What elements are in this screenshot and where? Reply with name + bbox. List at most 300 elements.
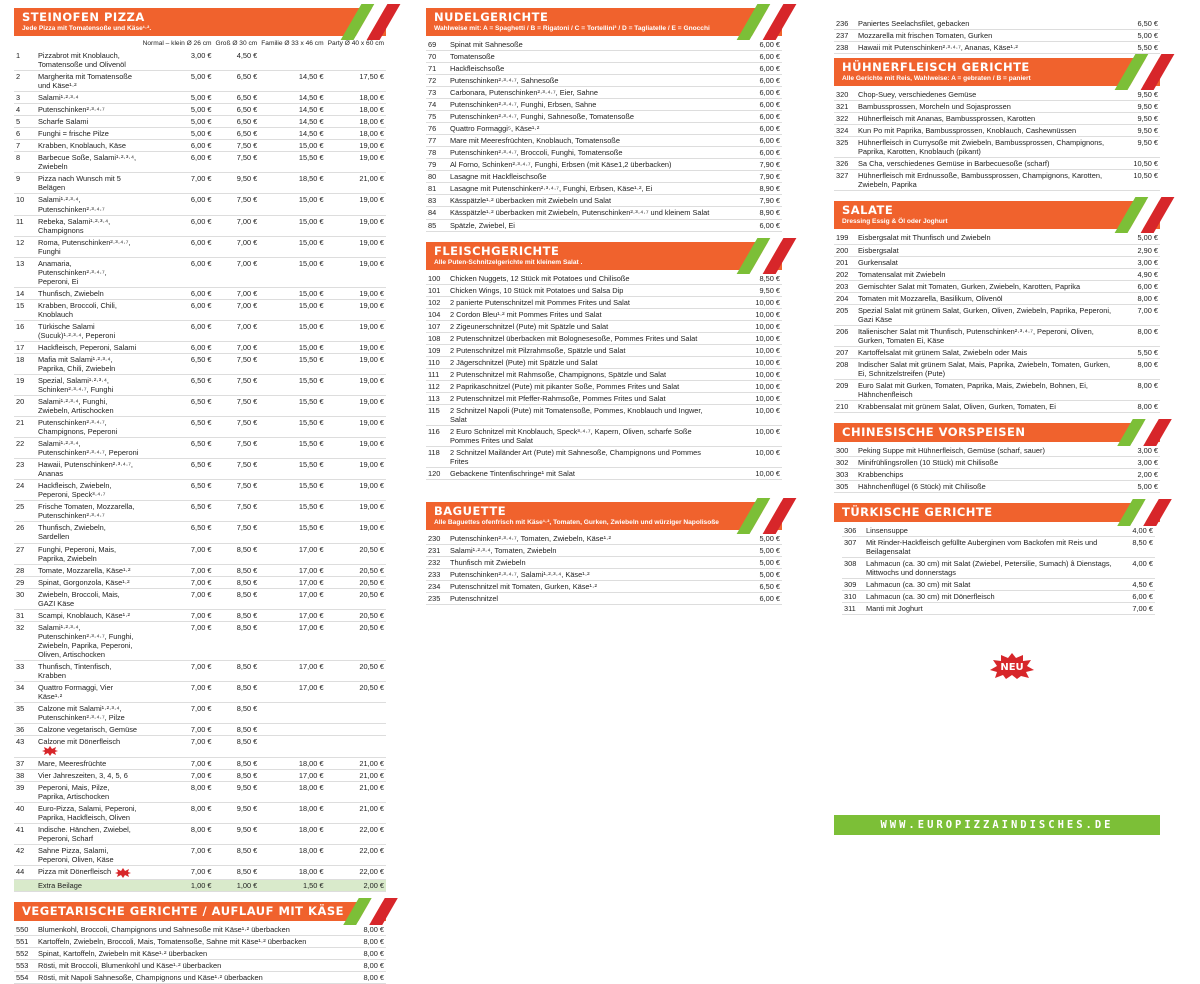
table-row: [426, 147, 782, 159]
item-price: 7,00 €: [213, 287, 259, 299]
item-name: Thunfisch mit Zwiebeln: [448, 557, 712, 569]
table-row: [14, 660, 386, 681]
item-price: 18,00 €: [259, 758, 325, 770]
table-row: [426, 159, 782, 171]
section-subtitle: Jede Pizza mit Tomatensoße und Käse¹·².: [22, 25, 152, 33]
size-label: Familie Ø 33 x 46 cm: [261, 40, 324, 48]
item-number: 310: [842, 591, 864, 603]
item-price: 10,50 €: [1120, 170, 1160, 191]
item-price: 8,50 €: [1115, 537, 1155, 558]
item-price: 18,00 €: [259, 824, 325, 845]
item-number: 236: [834, 18, 856, 30]
item-price: 20,50 €: [326, 576, 386, 588]
item-number: 80: [426, 171, 448, 183]
item-number: 42: [14, 845, 36, 866]
item-price: 6,00 €: [712, 123, 782, 135]
item-price: 8,50 €: [213, 660, 259, 681]
item-price: 7,00 €: [141, 660, 214, 681]
table-row: [14, 845, 386, 866]
item-number: 32: [14, 621, 36, 660]
item-price: [326, 724, 386, 736]
item-price: 7,50 €: [213, 375, 259, 396]
item-number: 322: [834, 113, 856, 125]
section-title: FLEISCHGERICHTE: [434, 243, 560, 258]
item-price: 5,00 €: [141, 92, 214, 104]
item-price: 7,00 €: [1115, 603, 1155, 615]
item-price: 9,50 €: [712, 284, 782, 296]
item-number: 76: [426, 123, 448, 135]
item-name: Tomatensalat mit Zwiebeln: [856, 268, 1120, 280]
item-price: 17,00 €: [259, 660, 325, 681]
item-price: 7,00 €: [141, 702, 214, 723]
item-price: 6,00 €: [712, 87, 782, 99]
item-price: 6,00 €: [712, 593, 782, 605]
item-name: Mit Rinder-Hackfleisch gefüllte Auberginen vom Backofen mit Reis und Beilagensalat: [864, 537, 1115, 558]
item-name: Frische Tomaten, Mozzarella, Putenschinken²·³·⁴·⁷: [36, 501, 141, 522]
item-name: Rösti, mit Napoli Sahnesoße, Champignons und Käse¹·² überbacken: [36, 971, 316, 983]
table-row: [14, 459, 386, 480]
table-row: [426, 99, 782, 111]
item-price: 18,00 €: [259, 866, 325, 879]
item-number: 19: [14, 375, 36, 396]
table-row: [834, 304, 1160, 325]
item-number: 8: [14, 152, 36, 173]
item-price: 10,00 €: [712, 468, 782, 480]
item-price: 15,50 €: [259, 438, 325, 459]
item-name: Chop-Suey, verschiedenes Gemüse: [856, 89, 1120, 101]
item-name: Salami¹·²·³·⁴: [36, 92, 141, 104]
item-name: Spezial, Salami¹·²·³·⁴, Schinken²·³·⁴·⁷, Funghi: [36, 375, 141, 396]
section-title: SALATE: [842, 203, 894, 218]
item-price: 15,50 €: [259, 375, 325, 396]
item-price: 8,00 €: [316, 935, 386, 947]
table-row: [14, 824, 386, 845]
item-number: 2: [14, 71, 36, 92]
item-price: 6,00 €: [1120, 280, 1160, 292]
table-row: [14, 50, 386, 71]
item-name: Sa Cha, verschiedenes Gemüse in Barbecuesoße (scharf): [856, 158, 1120, 170]
item-price: 6,00 €: [141, 236, 214, 257]
item-price: 4,50 €: [1115, 579, 1155, 591]
item-name: Putenschinken²·³·⁴·⁷: [36, 104, 141, 116]
item-number: 302: [834, 457, 856, 469]
item-name: Pizza nach Wunsch mit 5 Belägen: [36, 173, 141, 194]
item-price: 10,00 €: [712, 344, 782, 356]
item-name: Hawaii mit Putenschinken²·³·⁴·⁷, Ananas, Käse¹·²: [856, 42, 1120, 54]
item-price: 6,00 €: [141, 194, 214, 215]
item-price: 9,50 €: [213, 803, 259, 824]
item-number: 75: [426, 111, 448, 123]
table-row: [14, 924, 386, 936]
item-price: 10,50 €: [1120, 158, 1160, 170]
table-row: [14, 935, 386, 947]
item-name: Rösti, mit Broccoli, Blumenkohl und Käse¹·² überbacken: [36, 959, 316, 971]
item-name: 2 Schnitzel Mailänder Art (Pute) mit Sahnesoße, Champignons und Pommes Frites: [448, 447, 712, 468]
item-price: 8,00 €: [1120, 400, 1160, 412]
item-price: 6,00 €: [141, 341, 214, 353]
item-price: 5,00 €: [1120, 481, 1160, 493]
table-row: [426, 581, 782, 593]
item-number: 112: [426, 380, 448, 392]
item-price: 19,00 €: [326, 396, 386, 417]
table-row: [426, 87, 782, 99]
table-row: [14, 770, 386, 782]
section-subtitle: Wahlweise mit: A = Spaghetti / B = Rigatoni / C = Tortellini³ / D = Tagliatelle / E = Gnocchi: [434, 25, 710, 33]
column-left: [14, 8, 386, 984]
item-price: 4,00 €: [1115, 558, 1155, 579]
item-price: 7,90 €: [712, 171, 782, 183]
item-price: 6,50 €: [213, 92, 259, 104]
item-price: 18,00 €: [259, 803, 325, 824]
item-name: Chicken Nuggets, 12 Stück mit Potatoes und Chilisoße: [448, 273, 712, 285]
item-number: 39: [14, 782, 36, 803]
item-name: 2 Jägerschnitzel (Pute) mit Spätzle und Salat: [448, 356, 712, 368]
item-price: 3,00 €: [141, 50, 214, 71]
item-price: 19,00 €: [326, 375, 386, 396]
item-price: 10,00 €: [712, 308, 782, 320]
item-name: Krabben, Broccoli, Chili, Knoblauch: [36, 299, 141, 320]
item-number: 115: [426, 404, 448, 425]
item-name: Putenschnitzel mit Tomaten, Gurken, Käse¹·²: [448, 581, 712, 593]
item-name: Hühnerfleisch mit Ananas, Bambussprossen, Karotten: [856, 113, 1120, 125]
column-middle: [426, 8, 782, 605]
flag-stripes-icon: [734, 8, 786, 36]
item-number: 199: [834, 232, 856, 244]
table-row: [426, 569, 782, 581]
item-name: Pizzabrot mit Knoblauch, Tomatensoße und Olivenöl: [36, 50, 141, 71]
item-price: 6,00 €: [141, 152, 214, 173]
table-row: [14, 564, 386, 576]
section-title: STEINOFEN PIZZA: [22, 10, 145, 24]
item-number: 78: [426, 147, 448, 159]
item-price: 9,50 €: [213, 173, 259, 194]
table-row: [14, 724, 386, 736]
item-price: 6,00 €: [141, 140, 214, 152]
section-header-chinesisch: [834, 423, 1160, 442]
item-price: 8,50 €: [213, 724, 259, 736]
item-name: Sahne Pizza, Salami, Peperoni, Oliven, Käse: [36, 845, 141, 866]
item-price: 2,00 €: [326, 879, 386, 891]
fleisch-table: [426, 273, 782, 481]
item-price: 20,50 €: [326, 660, 386, 681]
item-name: Spinat, Gorgonzola, Käse¹·²: [36, 576, 141, 588]
table-row: [14, 417, 386, 438]
table-row: [842, 603, 1155, 615]
table-row: [834, 469, 1160, 481]
item-price: 5,00 €: [1120, 232, 1160, 244]
flag-stripes-icon: [734, 502, 786, 530]
flag-stripes-icon: [1112, 201, 1164, 229]
item-price: 3,00 €: [1120, 457, 1160, 469]
item-price: 4,90 €: [1120, 268, 1160, 280]
item-price: [259, 50, 325, 71]
table-row: [834, 325, 1160, 346]
item-price: 18,50 €: [259, 173, 325, 194]
item-price: 7,00 €: [213, 236, 259, 257]
item-price: 22,00 €: [326, 824, 386, 845]
item-price: 8,50 €: [213, 543, 259, 564]
item-number: 110: [426, 356, 448, 368]
item-name: Eisbergsalat: [856, 244, 1120, 256]
table-row: [426, 273, 782, 285]
item-price: 2,90 €: [1120, 244, 1160, 256]
item-price: 10,00 €: [712, 320, 782, 332]
item-name: Hühnerfleisch mit Erdnussoße, Bambussprossen, Champignons, Karotten, Zwiebeln, Paprika: [856, 170, 1120, 191]
item-name: Calzone mit Salami¹·²·³·⁴, Putenschinken²·³·⁴·⁷, Pilze: [36, 702, 141, 723]
item-price: 19,00 €: [326, 320, 386, 341]
item-price: 15,00 €: [259, 299, 325, 320]
table-row: [426, 63, 782, 75]
item-number: 320: [834, 89, 856, 101]
item-price: 8,00 €: [141, 803, 214, 824]
item-price: 15,50 €: [259, 417, 325, 438]
section-subtitle: Alle Puten-Schnitzelgerichte mit kleinem Salat .: [434, 258, 583, 266]
item-number: 26: [14, 522, 36, 543]
table-row: [842, 525, 1155, 537]
item-price: 7,00 €: [141, 609, 214, 621]
item-name: Scampi, Knoblauch, Käse¹·²: [36, 609, 141, 621]
item-number: 37: [14, 758, 36, 770]
item-number: 233: [426, 569, 448, 581]
item-number: 102: [426, 296, 448, 308]
item-price: 6,50 €: [141, 522, 214, 543]
website-url[interactable]: WWW.EUROPIZZAINDISCHES.DE: [834, 815, 1160, 835]
table-row: [834, 158, 1160, 170]
salate-table: [834, 232, 1160, 413]
neu-star-icon: [42, 746, 58, 756]
item-name: Krabbensalat mit grünem Salat, Oliven, Gurken, Tomaten, Ei: [856, 400, 1120, 412]
section-title: CHINESISCHE VORSPEISEN: [842, 424, 1026, 439]
table-row: [834, 244, 1160, 256]
table-row: [426, 284, 782, 296]
item-number: 300: [834, 445, 856, 457]
item-name: Bambussprossen, Morcheln und Sojasprossen: [856, 101, 1120, 113]
item-price: 14,50 €: [259, 128, 325, 140]
item-price: 6,50 €: [213, 104, 259, 116]
item-number: 18: [14, 353, 36, 374]
item-number: 311: [842, 603, 864, 615]
item-price: 7,00 €: [141, 681, 214, 702]
item-price: 19,00 €: [326, 194, 386, 215]
item-price: 7,00 €: [141, 576, 214, 588]
item-price: 6,50 €: [141, 375, 214, 396]
item-price: 20,50 €: [326, 588, 386, 609]
table-row: [834, 137, 1160, 158]
pizza-table: [14, 39, 386, 892]
table-row: [426, 111, 782, 123]
item-number: 231: [426, 545, 448, 557]
item-price: 15,00 €: [259, 257, 325, 287]
item-number: 11: [14, 215, 36, 236]
item-name: Spinat mit Sahnesoße: [448, 39, 712, 51]
item-price: 10,00 €: [712, 296, 782, 308]
item-price: 8,00 €: [316, 959, 386, 971]
item-name: 2 Paprikaschnitzel (Pute) mit pikanter Soße, Pommes Frites und Salat: [448, 380, 712, 392]
item-price: 15,00 €: [259, 215, 325, 236]
table-row: [14, 702, 386, 723]
table-row: [14, 782, 386, 803]
table-row: [834, 30, 1160, 42]
item-price: 19,00 €: [326, 353, 386, 374]
item-price: 19,00 €: [326, 215, 386, 236]
item-name: Gemischter Salat mit Tomaten, Gurken, Zwiebeln, Karotten, Paprika: [856, 280, 1120, 292]
item-name: Vier Jahreszeiten, 3, 4, 5, 6: [36, 770, 141, 782]
item-number: 551: [14, 935, 36, 947]
item-number: 25: [14, 501, 36, 522]
item-name: Putenschinken²·³·⁴·⁷, Tomaten, Zwiebeln, Käse¹·²: [448, 533, 712, 545]
item-name: Krabbenchips: [856, 469, 1120, 481]
item-name: Salami¹·²·³·⁴, Funghi, Zwiebeln, Artischocken: [36, 396, 141, 417]
item-name: Spätzle, Zwiebel, Ei: [448, 219, 712, 231]
item-price: 20,50 €: [326, 681, 386, 702]
item-name: Euro-Pizza, Salami, Peperoni, Paprika, Hackfleisch, Oliven: [36, 803, 141, 824]
item-name: Mafia mit Salami¹·²·³·⁴, Paprika, Chili, Zwiebeln: [36, 353, 141, 374]
item-name: Funghi = frische Pilze: [36, 128, 141, 140]
item-number: 43: [14, 736, 36, 758]
section-subtitle: Dressing Essig & Öl oder Joghurt: [842, 218, 948, 226]
item-price: 7,50 €: [213, 438, 259, 459]
table-row: [426, 320, 782, 332]
tuerkisch-table: [842, 525, 1155, 615]
item-price: 7,90 €: [712, 159, 782, 171]
item-name: Anamaria, Putenschinken²·³·⁴·⁷, Peperoni, Ei: [36, 257, 141, 287]
table-row: [14, 609, 386, 621]
item-price: 5,00 €: [712, 545, 782, 557]
item-price: 3,00 €: [1120, 256, 1160, 268]
flag-stripes-icon: [338, 902, 390, 921]
table-row: [426, 332, 782, 344]
item-price: 17,00 €: [259, 681, 325, 702]
item-number: 74: [426, 99, 448, 111]
item-price: 6,00 €: [712, 219, 782, 231]
table-row: [14, 543, 386, 564]
table-row: [426, 356, 782, 368]
item-name: Gurkensalat: [856, 256, 1120, 268]
item-number: 552: [14, 947, 36, 959]
item-name: Kässpätzle¹·² überbacken mit Zwiebeln, Putenschinken²·³·⁴·⁷ und kleinem Salat: [448, 207, 712, 219]
item-price: 7,00 €: [141, 866, 214, 879]
item-price: 18,00 €: [326, 128, 386, 140]
table-row: [14, 480, 386, 501]
item-number: 206: [834, 325, 856, 346]
item-price: 8,50 €: [213, 758, 259, 770]
table-row: [426, 593, 782, 605]
item-number: 71: [426, 63, 448, 75]
item-price: 17,00 €: [259, 576, 325, 588]
item-name: Spinat, Kartoffeln, Zwiebeln mit Käse¹·² überbacken: [36, 947, 316, 959]
item-name: Tomatensoße: [448, 51, 712, 63]
section-title: NUDELGERICHTE: [434, 10, 549, 24]
item-number: 207: [834, 346, 856, 358]
item-number: [14, 879, 36, 891]
item-number: 109: [426, 344, 448, 356]
section-subtitle: Alle Gerichte mit Reis, Wahlweise: A = gebraten / B = paniert: [842, 75, 1031, 83]
item-number: 24: [14, 480, 36, 501]
table-row: [14, 299, 386, 320]
table-row: [14, 947, 386, 959]
item-price: 6,50 €: [141, 501, 214, 522]
item-name: Thunfisch, Zwiebeln: [36, 287, 141, 299]
item-price: 17,50 €: [326, 71, 386, 92]
item-price: 10,00 €: [712, 392, 782, 404]
item-price: 8,90 €: [712, 207, 782, 219]
item-name: Hähnchenflügel (6 Stück) mit Chilisoße: [856, 481, 1120, 493]
item-price: 6,50 €: [1120, 18, 1160, 30]
item-number: 305: [834, 481, 856, 493]
item-price: 15,00 €: [259, 341, 325, 353]
table-row: [426, 123, 782, 135]
item-price: 8,00 €: [316, 924, 386, 936]
table-row: [14, 588, 386, 609]
item-price: 20,50 €: [326, 564, 386, 576]
item-price: 8,50 €: [213, 770, 259, 782]
item-name: 2 Putenschnitzel mit Pfeffer-Rahmsoße, Pommes Frites und Salat: [448, 392, 712, 404]
item-price: 8,50 €: [213, 588, 259, 609]
item-price: 9,50 €: [1120, 89, 1160, 101]
item-name: Lasagne mit Hackfleischsoße: [448, 171, 712, 183]
item-number: 23: [14, 459, 36, 480]
item-price: 6,50 €: [213, 128, 259, 140]
item-price: 6,50 €: [141, 417, 214, 438]
item-price: 19,00 €: [326, 287, 386, 299]
table-row: [426, 296, 782, 308]
item-price: 21,00 €: [326, 758, 386, 770]
item-number: 7: [14, 140, 36, 152]
item-price: 6,00 €: [712, 147, 782, 159]
table-row: [14, 353, 386, 374]
table-row: [426, 344, 782, 356]
item-name: Quattro Formaggi, Vier Käse¹·²: [36, 681, 141, 702]
item-price: 18,00 €: [326, 92, 386, 104]
item-price: 7,50 €: [213, 152, 259, 173]
item-price: 15,50 €: [259, 396, 325, 417]
table-row: [426, 51, 782, 63]
item-price: 9,50 €: [213, 782, 259, 803]
table-row: [426, 392, 782, 404]
item-price: 10,00 €: [712, 447, 782, 468]
item-price: 5,00 €: [712, 569, 782, 581]
table-row: [426, 39, 782, 51]
item-number: 41: [14, 824, 36, 845]
item-number: 108: [426, 332, 448, 344]
item-number: 69: [426, 39, 448, 51]
item-price: 15,50 €: [259, 480, 325, 501]
table-row: [14, 173, 386, 194]
item-price: 7,00 €: [213, 215, 259, 236]
item-price: 8,90 €: [712, 183, 782, 195]
table-row: [426, 533, 782, 545]
item-name: Krabben, Knoblauch, Käse: [36, 140, 141, 152]
table-row: [426, 557, 782, 569]
item-price: 8,50 €: [213, 681, 259, 702]
item-price: 15,00 €: [259, 236, 325, 257]
item-number: 12: [14, 236, 36, 257]
section-title: VEGETARISCHE GERICHTE / AUFLAUF MIT KÄSE: [22, 903, 344, 918]
table-row: [14, 438, 386, 459]
table-row: [14, 92, 386, 104]
item-number: 303: [834, 469, 856, 481]
table-row: [14, 803, 386, 824]
table-row: [834, 42, 1160, 54]
item-name: Putenschinken²·³·⁴·⁷, Champignons, Peperoni: [36, 417, 141, 438]
item-price: 6,00 €: [1115, 591, 1155, 603]
size-label: Party Ø 40 x 60 cm: [327, 40, 384, 48]
item-name: Peking Suppe mit Hühnerfleisch, Gemüse (scharf, sauer): [856, 445, 1120, 457]
item-price: 5,50 €: [1120, 42, 1160, 54]
item-number: 205: [834, 304, 856, 325]
item-price: 6,50 €: [213, 116, 259, 128]
table-row: [834, 280, 1160, 292]
